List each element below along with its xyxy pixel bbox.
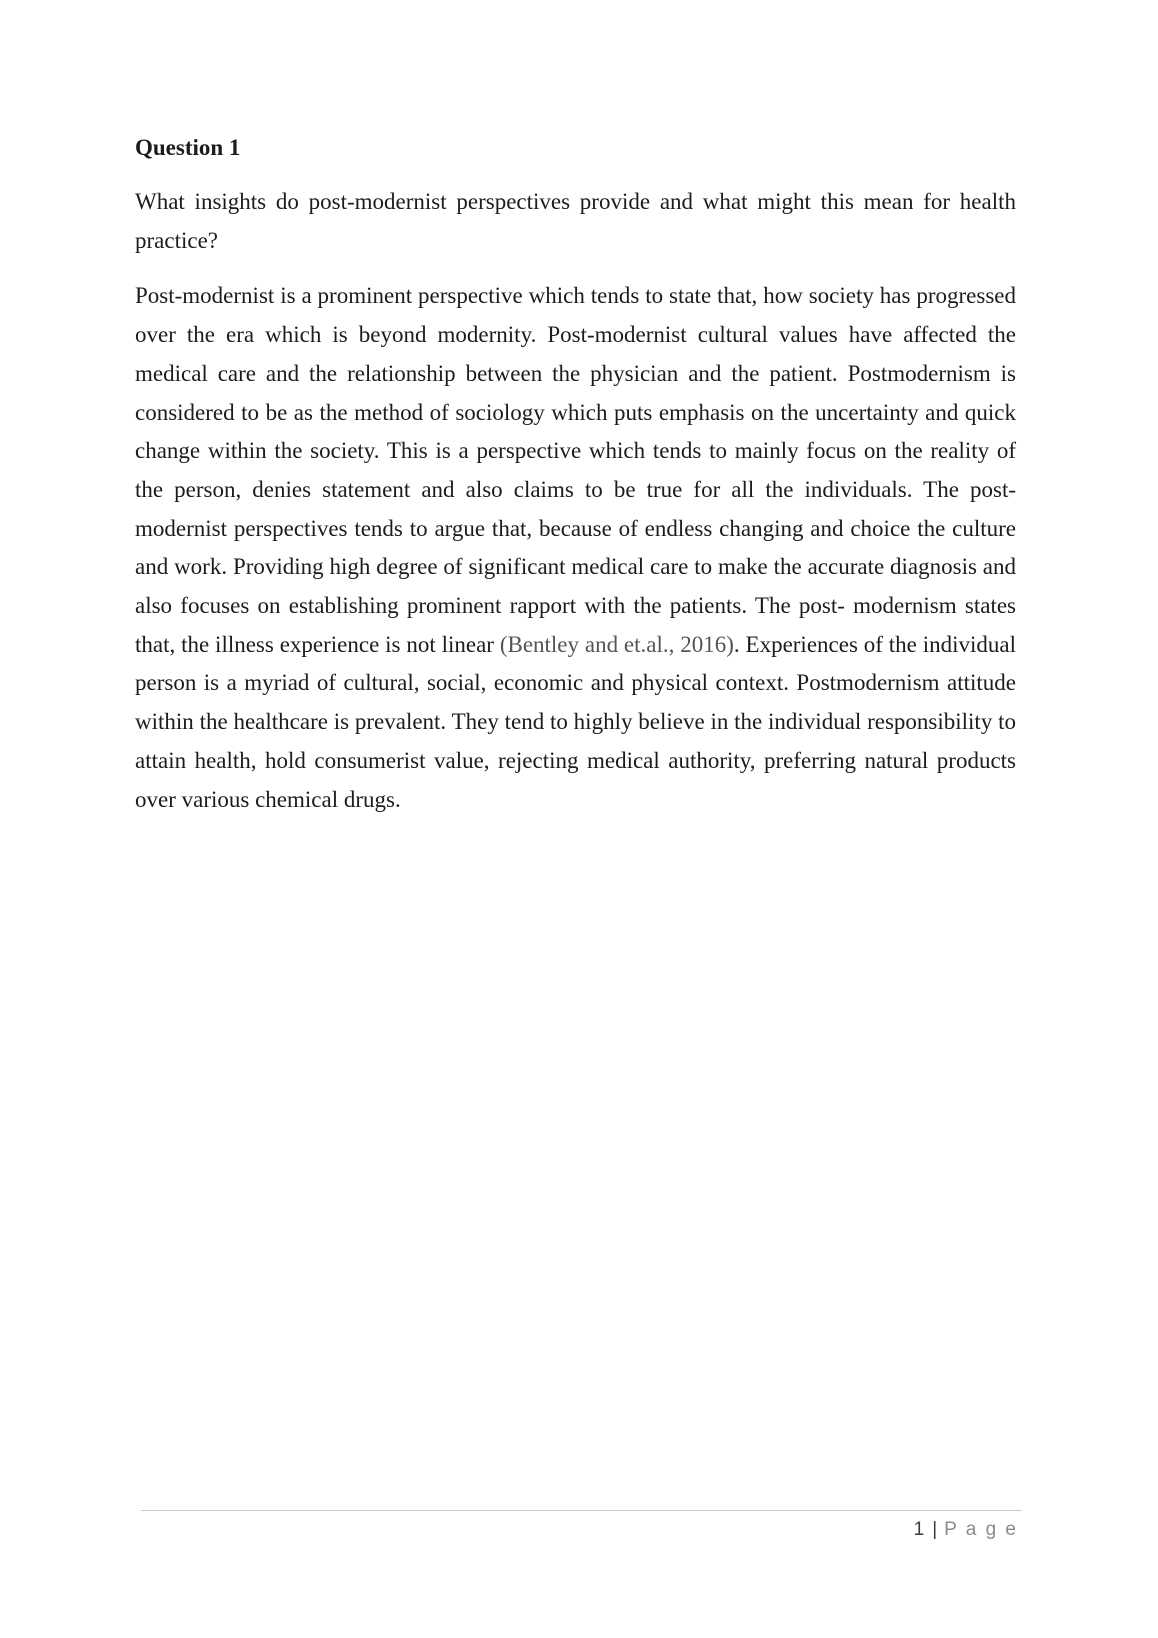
question-text: What insights do post-modernist perspectives provide and what might this mean for health practice? (135, 189, 1016, 253)
question-heading: Question 1 (135, 135, 241, 160)
document-content (135, 134, 1016, 819)
footer-divider (141, 1510, 1022, 1511)
body-text-run: Post-modernist is a prominent perspective which tends to state that, how society has progressed over the era which is beyond modernity. Post-modernist cultural values have affected the medical care and the relationship between the physician and the patient. Postmodernism is considered to be as the method of sociology which puts emphasis on the uncertainty and quick change within the society. This is a perspective which tends to mainly focus on the reality of the person, denies statement and also claims to be true for all the individuals. The post-modernist perspectives tends to argue that, because of endless changing and choice the culture and work. Providing high degree of significant medical care to make the accurate diagnosis and also focuses on establishing prominent rapport with the patients. The post- modernism states that, the illness experience is not linear (135, 283, 1016, 657)
footer-separator: | (932, 1519, 938, 1540)
page-footer (914, 1519, 1018, 1541)
body-text-run: . Experiences of the individual person is a myriad of cultural, social, economic and physical context. Postmodernism attitude within the healthcare is prevalent. They tend to highly believe in the individual responsibility to attain health, hold consumerist value, rejecting medical authority, preferring natural products over various chemical drugs. (135, 631, 1016, 812)
footer-page-label: P a g e (944, 1519, 1018, 1540)
citation-text: (Bentley and et.al., 2016) (499, 631, 734, 657)
page-number: 1 (913, 1519, 926, 1540)
answer-paragraph (135, 277, 1016, 819)
